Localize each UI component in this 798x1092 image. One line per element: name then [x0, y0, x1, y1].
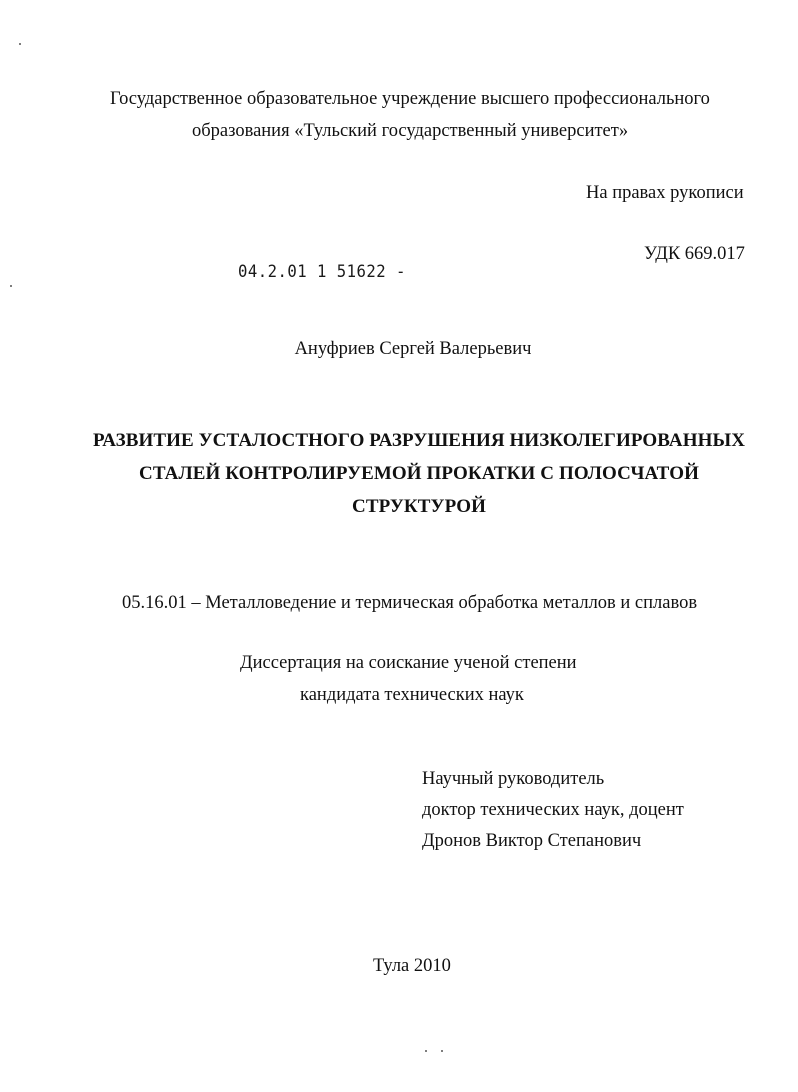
scan-speck	[425, 1050, 427, 1052]
author-name: Ануфриев Сергей Валерьевич	[294, 339, 532, 359]
supervisor-role: Научный руководитель	[422, 769, 605, 789]
dissertation-degree-line-1: Диссертация на соискание ученой степени	[240, 653, 577, 673]
udc-code: УДК 669.017	[644, 244, 745, 264]
specialty-code: 05.16.01 – Металловедение и термическая обработка металлов и сплавов	[122, 593, 698, 613]
supervisor-name: Дронов Виктор Степанович	[422, 831, 642, 851]
scan-speck	[10, 285, 12, 287]
dissertation-title-line-1: РАЗВИТИЕ УСТАЛОСТНОГО РАЗРУШЕНИЯ НИЗКОЛЕГИРОВАННЫХ	[92, 430, 746, 451]
dissertation-title-line-2: СТАЛЕЙ КОНТРОЛИРУЕМОЙ ПРОКАТКИ С ПОЛОСЧАТОЙ	[139, 463, 699, 484]
dissertation-title-line-3: СТРУКТУРОЙ	[352, 496, 486, 517]
city-year: Тула 2010	[373, 956, 451, 976]
dissertation-degree-line-2: кандидата технических наук	[300, 685, 524, 705]
institution-line-2: образования «Тульский государственный университет»	[192, 121, 629, 141]
scan-speck	[441, 1050, 443, 1052]
institution-line-1: Государственное образовательное учреждение высшего профессионального	[110, 89, 710, 109]
scan-speck	[19, 43, 21, 45]
supervisor-degree: доктор технических наук, доцент	[422, 800, 684, 820]
rights-note: На правах рукописи	[586, 183, 744, 203]
registration-stamp-number: 04.2.01 1 51622 -	[238, 262, 406, 282]
